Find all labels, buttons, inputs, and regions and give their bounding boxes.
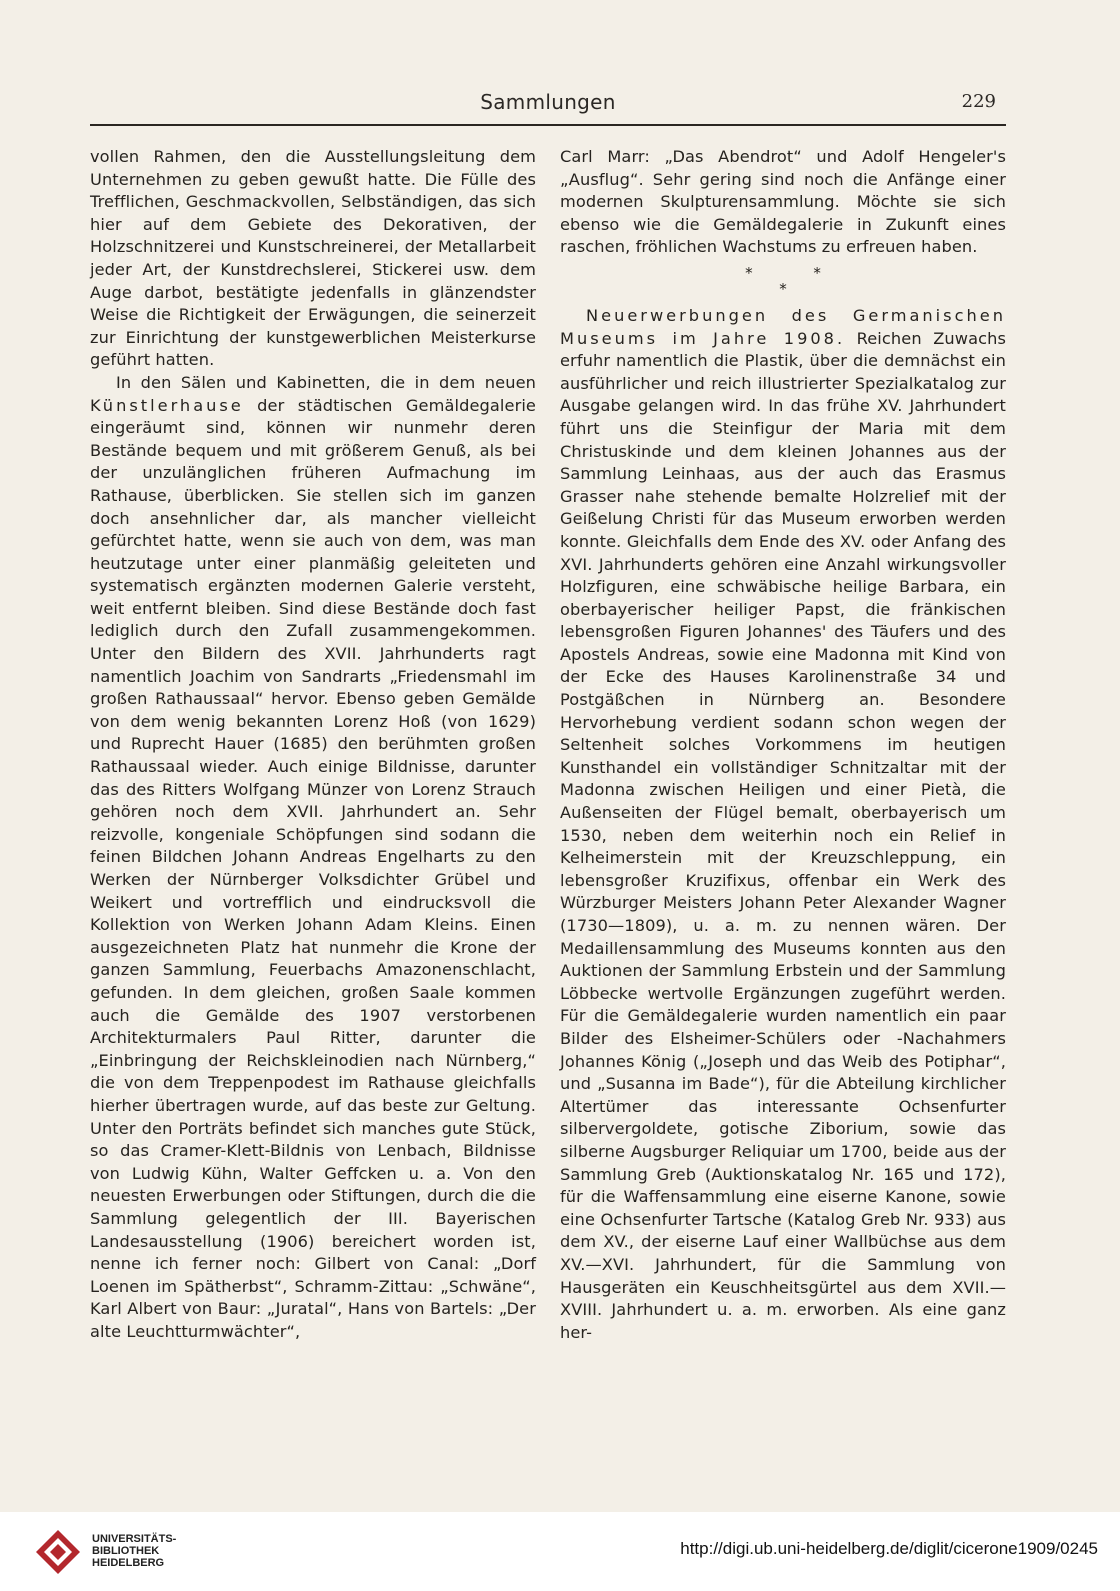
paragraph-kuenstlerhaus-lead: In den Sälen und Kabinetten, die in dem neuen	[116, 372, 536, 392]
asterism-bottom: *	[779, 279, 787, 298]
paragraph-ausstellung: vollen Rahmen, den die Ausstellungsleitung dem Unternehmen zu geben gewußt hatte. Die Fülle des Trefflichen, Geschmackvollen, Selbständigen, das sich hier auf dem Gebiete des Dekorativen, der Holzschnitzerei und Kunstschreinerei, der Metallarbeit jeder Art, der Kunstdrechslerei, Stickerei usw. dem Auge darbot, bestätigte jedenfalls in glänzendster Weise die Richtigkeit der Erwägungen, die seinerzeit zur Einrichtung der kunstgewerblichen Meisterkurse geführt hatten.	[90, 147, 536, 370]
permalink-url[interactable]: http://digi.ub.uni-heidelberg.de/diglit/cicerone1909/0245	[680, 1539, 1098, 1558]
left-column	[90, 146, 536, 1343]
library-name-line-2: BIBLIOTHEK	[92, 1545, 160, 1557]
paragraph-kuenstlerhaus	[90, 372, 536, 1344]
library-name	[92, 1533, 176, 1569]
paragraph-abendrot: Carl Marr: „Das Abendrot“ und Adolf Hengeler's „Ausflug“. Sehr gering sind noch die Anfänge einer modernen Skulpturensammlung. Möchte sie sich ebenso wie die Gemäldegalerie in Zukunft eines raschen, fröhlichen Wachstums zu erfreuen haben.	[560, 147, 1006, 257]
paragraph-kuenstlerhaus-body: der städtischen Gemäldegalerie eingeräumt sind, können wir nunmehr deren Bestände bequem und mit größerem Genuß, als bei der unzulänglichen früheren Aufmachung im Rathause, überblicken. Sie stellen sich im ganzen doch ansehnlicher dar, als mancher vielleicht gefürchtet hatte, wenn sie auch von dem, was man heutzutage unter einer planmäßig geleiteten und systematisch ergänzten modernen Galerie versteht, weit entfernt bleiben. Sind diese Bestände doch fast lediglich durch den Zufall zusammengekommen. Unter den Bildern des XVII. Jahrhunderts ragt namentlich Joachim von Sandrarts „Friedensmahl im großen Rathaussaal“ hervor. Ebenso geben Gemälde von dem wenig bekannten Lorenz Hoß (von 1629) und Ruprecht Hauer (1685) den berühmten großen Rathaussaal wieder. Auch einige Bildnisse, darunter das des Ritters Wolfgang Münzer von Lorenz Strauch gehören noch dem XVII. Jahrhundert an. Sehr reizvolle, kongeniale Schöpfungen sind sodann die feinen Bildchen Johann Andreas Engelharts zu den Werken der Nürnberger Volksdichter Grübel und Weikert und vortrefflich und eindrucksvoll die Kollektion von Werken Johann Adam Kleins. Einen ausgezeichneten Platz hat nunmehr die Krone der ganzen Sammlung, Feuerbachs Amazonenschlacht, gefunden. In dem gleichen, großen Saale kommen auch die Gemälde des 1907 verstorbenen Architekturmalers Paul Ritter, darunter die „Einbringung der Reichskleinodien nach Nürnberg,“ die von dem Treppenpodest im Rathause gleichfalls hierher übertragen wurde, auf das beste zur Geltung. Unter den Porträts befindet sich manches gute Stück, so das Cramer-Klett-Bildnis von Lenbach, Bildnisse von Ludwig Kühn, Walter Geffcken u. a. Von den neuesten Erwerbungen oder Stiftungen, durch die die Sammlung gelegentlich der III. Bayerischen Landesausstellung (1906) bereichert worden ist, nenne ich ferner noch: Gilbert von Canal: „Dorf Loenen im Spätherbst“, Schramm-Zittau: „Schwäne“, Karl Albert von Baur: „Juratal“, Hans von Bartels: „Der alte Leuchtturmwächter“,	[90, 395, 536, 1341]
spaced-term-kuenstlerhaus: Künstlerhause	[90, 395, 244, 415]
spaced-heading-neuerwerbungen: Neuerwerbungen des Germanischen Museums im Jahre 1908.	[560, 305, 1006, 348]
running-header	[90, 88, 1006, 126]
university-library-logo-icon	[32, 1526, 84, 1578]
section-divider-asterism	[560, 265, 1006, 297]
paragraph-neuerwerbungen	[560, 305, 1006, 1344]
library-name-line-1: UNIVERSITÄTS-	[92, 1533, 177, 1545]
page-number: 229	[961, 91, 996, 112]
digitization-footer	[0, 1512, 1120, 1591]
right-column	[560, 146, 1006, 1344]
library-name-line-3: HEIDELBERG	[92, 1557, 165, 1569]
page-title: Sammlungen	[480, 90, 616, 114]
paragraph-neuerwerbungen-body: Reichen Zuwachs erfuhr namentlich die Plastik, über die demnächst ein ausführlicher und reich illustrierter Spezialkatalog zur Ausgabe gelangen wird. In das frühe XV. Jahrhundert führt uns die Steinfigur der Maria mit dem Christuskinde und dem kleinen Johannes aus der Sammlung Leinhaas, aus der auch das Erasmus Grasser nahe stehende bemalte Holzrelief mit der Geißelung Christi für das Museum erworben werden konnte. Gleichfalls dem Ende des XV. oder Anfang des XVI. Jahrhunderts gehören eine Anzahl wirkungsvoller Holzfiguren, eine schwäbische heilige Barbara, ein oberbayerischer heiliger Papst, die fränkischen lebensgroßen Figuren Johannes' des Täufers und des Apostels Andreas, sowie eine Madonna mit Kind von der Ecke des Hauses Karolinenstraße 34 und Postgäßchen in Nürnberg an. Besondere Hervorhebung verdient sodann schon wegen der Seltenheit solches Vorkommens im heutigen Kunsthandel ein vollständiger Schnitzaltar mit der Madonna zwischen Heiligen und einer Pietà, die Außenseiten der Flügel bemalt, oberbayerisch um 1530, neben dem weiterhin noch ein Relief in Kelheimerstein mit der Kreuzschleppung, ein lebensgroßer Kruzifixus, offenbar ein Werk des Würzburger Meisters Johann Peter Alexander Wagner (1730—1809), u. a. m. zu nennen wären. Der Medaillensammlung des Museums konnten aus den Auktionen der Sammlung Erbstein und der Sammlung Löbbecke wertvolle Ergänzungen zugeführt werden. Für die Gemäldegalerie wurden namentlich ein paar Bilder des Elsheimer-Schülers oder -Nachahmers Johannes König („Joseph und das Weib des Potiphar“, und „Susanna im Bade“), für die Abteilung kirchlicher Altertümer das interessante Ochsenfurter silbervergoldete, gotische Ziborium, sowie das silberne Augsburger Reliquiar um 1700, beide aus der Sammlung Greb (Auktionskatalog Nr. 165 und 172), für die Waffensammlung eine eiserne Kanone, sowie eine Ochsenfurter Tartsche (Katalog Greb Nr. 933) aus dem XV., der eiserne Lauf einer Wallbüchse aus dem XV.—XVI. Jahrhundert, für die Sammlung von Hausgeräten ein Keuschheitsgürtel aus dem XVII.—XVIII. Jahrhundert u. a. m. erworben. Als eine ganz her-	[560, 328, 1006, 1342]
asterism-top: * *	[745, 263, 849, 282]
